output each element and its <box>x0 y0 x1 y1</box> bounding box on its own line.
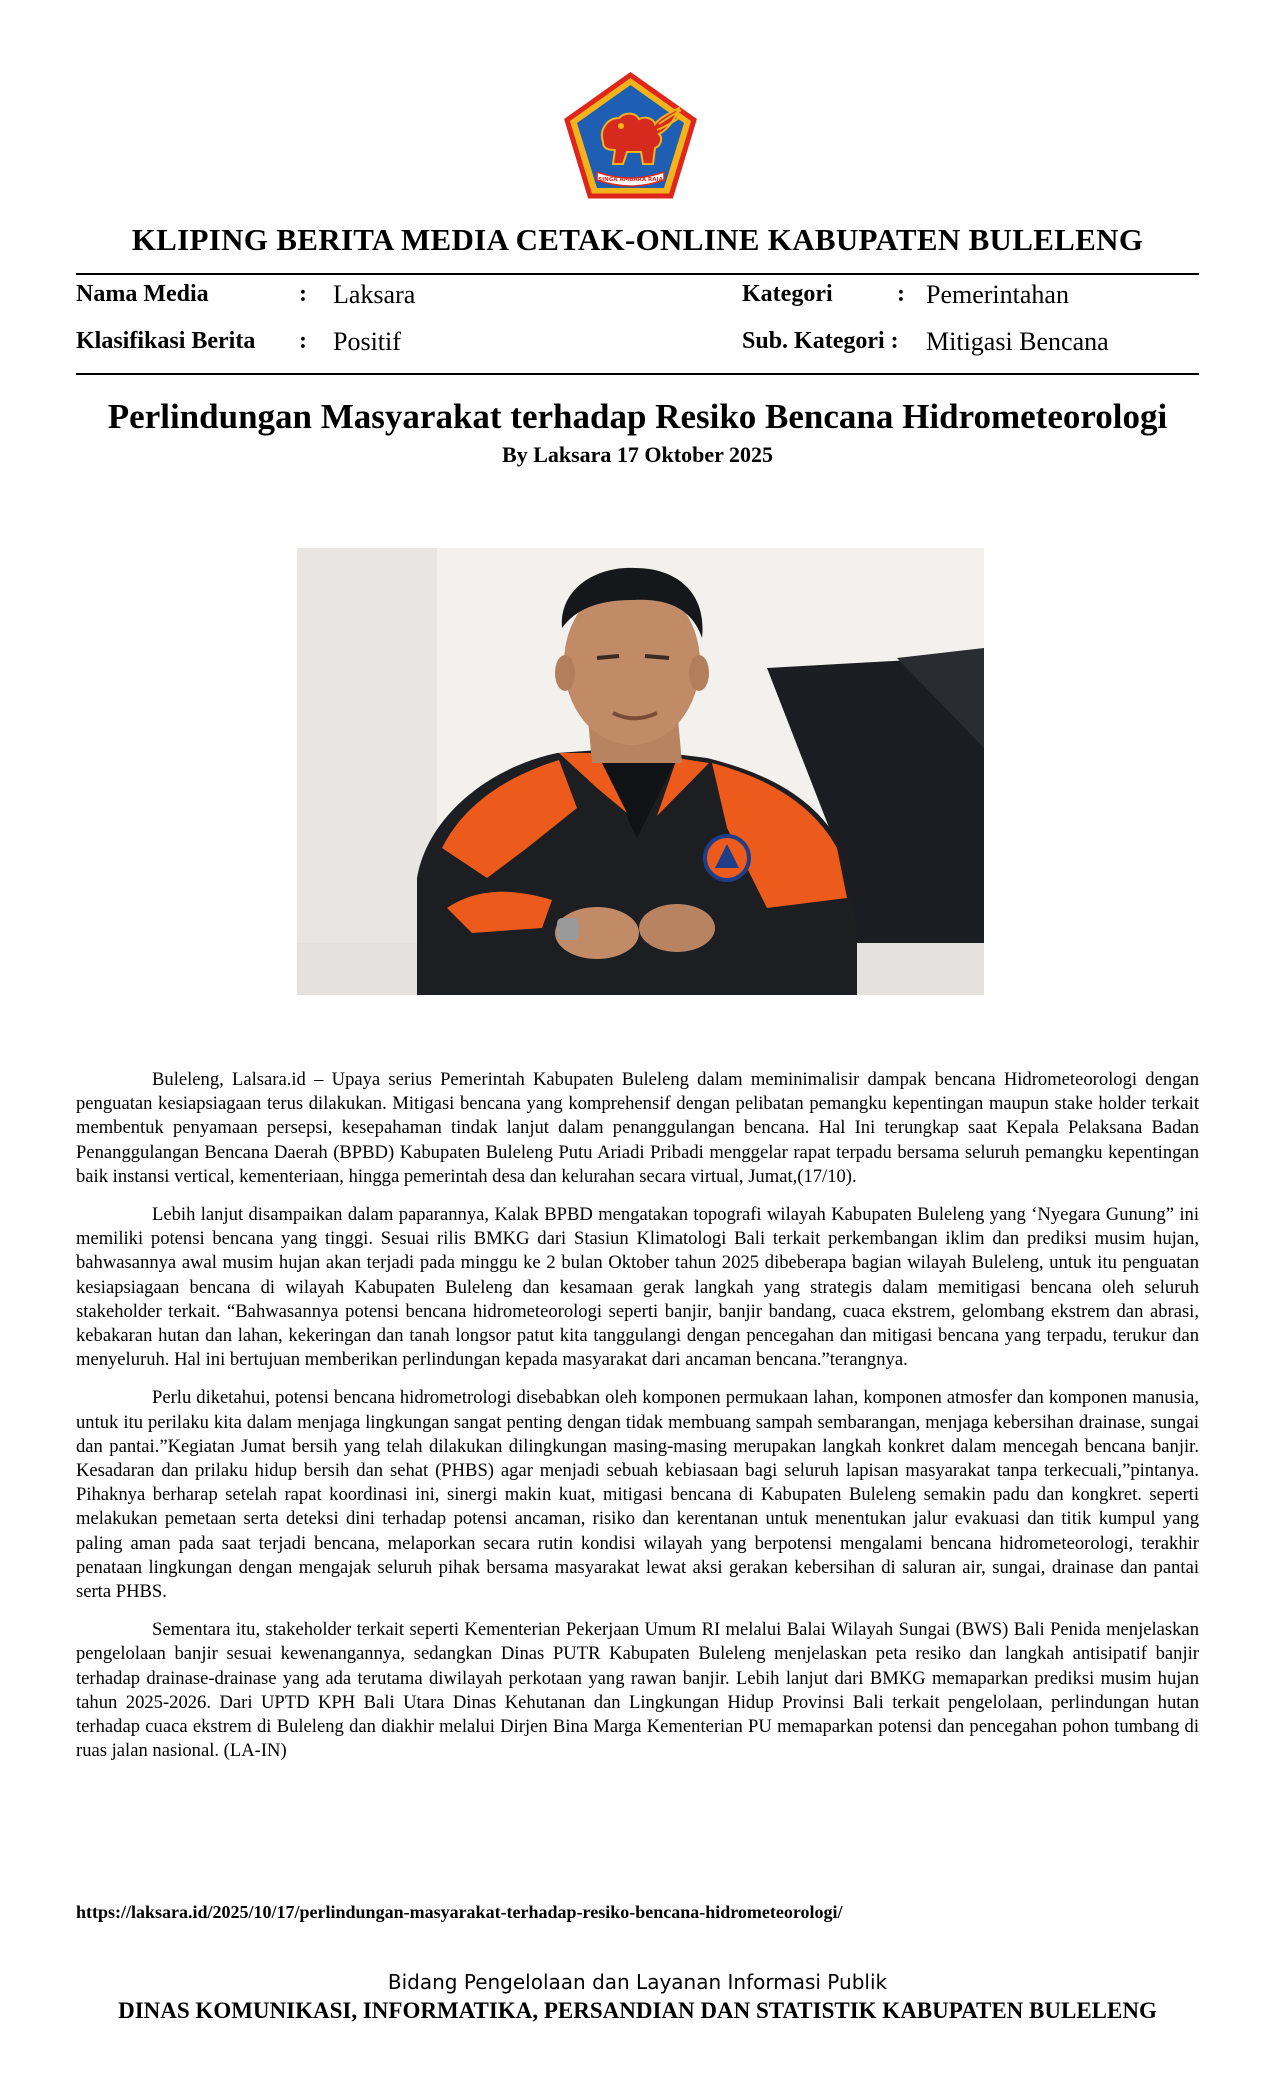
meta-row-klasifikasi <box>76 328 636 368</box>
official-portrait-photo-icon <box>297 548 984 995</box>
article-paragraph: Sementara itu, stakeholder terkait seperti Kementerian Pekerjaan Umum RI melalui Balai Wilayah Sungai (BWS) Bali Penida menjelaskan pengelolaan banjir sesuai kewenangannya, sedangkan Dinas PUTR Kabupaten Buleleng menjelaskan peta resiko dan langkah antisipatif banjir terhadap drainase-drainase yang ada terutama diwilayah perkotaan yang rawan banjir. Lebih lanjut dari BMKG memaparkan prediksi musim hujan tahun 2025-2026. Dari UPTD KPH Bali Utara Dinas Kehutanan dan Lingkungan Hidup Provinsi Bali terkait pengelolaan, perlindungan hutan terhadap cuaca ekstrem di Buleleng dan diakhir melalui Dirjen Bina Marga Kementerian PU memaparkan potensi dan pencegahan pohon tumbang di ruas jalan nasional. (LA-IN) <box>76 1619 1199 1762</box>
colon: : <box>299 328 307 354</box>
klasifikasi-label: Klasifikasi Berita <box>76 328 256 354</box>
meta-row-subkategori <box>742 328 1199 368</box>
divider-top <box>76 273 1199 275</box>
article-byline: By Laksara 17 Oktober 2025 <box>502 442 773 467</box>
kabupaten-crest-logo <box>563 72 698 200</box>
subkategori-label: Sub. Kategori : <box>742 328 899 354</box>
article-paragraph: Lebih lanjut disampaikan dalam paparannya, Kalak BPBD mengatakan topografi wilayah Kabupaten Buleleng yang ‘Nyegara Gunung” ini memiliki potensi bencana yang tinggi. Sesuai rilis BMKG dari Stasiun Klimatologi Bali terkait perkembangan iklim dan prediksi musim hujan, bahwasannya awal musim hujan akan terjadi pada minggu ke 2 bulan Oktober tahun 2025 dibeberapa bagian wilayah Buleleng, untuk itu penguatan kesiapsiagaan bencana di wilayah Kabupaten Buleleng dan kesamaan gerak langkah yang strategis dalam memitigasi bencana oleh seluruh stakeholder terkait. “Bahwasannya potensi bencana hidrometeorologi seperti banjir, banjir bandang, cuaca ekstrem, gelombang ekstrem dan abrasi, kebakaran hutan dan lahan, kekeringan dan tanah longsor patut kita tanggulangi dengan pencegahan dan mitigasi bencana yang terpadu, terukur dan menyeluruh. Hal ini bertujuan memberikan perlindungan kepada masyarakat dari ancaman bencana.”terangnya. <box>76 1204 1199 1371</box>
article-paragraph: Perlu diketahui, potensi bencana hidrometrologi disebabkan oleh komponen permukaan lahan, komponen atmosfer dan komponen manusia, untuk itu perilaku kita dalam menjaga lingkungan sangat penting dengan tidak membuang sampah sembarangan, menjaga kebersihan drainase, sungai dan pantai.”Kegiatan Jumat bersih yang telah dilakukan dilingkungan masing-masing merupakan langkah konkret dalam mencegah bencana banjir. Kesadaran dan prilaku hidup bersih dan sehat (PHBS) agar menjadi sebuah kebiasaan bagi seluruh lapisan masyarakat tanpa terkecuali,”pintanya. Pihaknya berharap setelah rapat koordinasi ini, sinergi makin kuat, mitigasi bencana di Kabupaten Buleleng semakin padu dan kongkret. seperti melakukan pemetaan serta deteksi dini terhadap potensi ancaman, risiko dan kerentanan untuk menentukan jalur evakuasi dan titik kumpul yang paling aman pada saat terjadi bencana, melaporkan secara rutin kondisi wilayah yang berpotensi mengalami bencana hidrometeorologi, terakhir penataan lingkungan dengan mengajak seluruh pihak bersama masyarakat lewat aksi gerakan kebersihan di saluran air, sungai, drainase dan pantai serta PHBS. <box>76 1387 1199 1603</box>
footer-agency: DINAS KOMUNIKASI, INFORMATIKA, PERSANDIAN DAN STATISTIK KABUPATEN BULELENG <box>118 1998 1157 2023</box>
klasifikasi-value: Positif <box>333 327 401 356</box>
article-paragraph: Buleleng, Lalsara.id – Upaya serius Pemerintah Kabupaten Buleleng dalam meminimalisir dampak bencana Hidrometeorologi dengan penguatan kesiapsiagaan terus dilakukan. Mitigasi bencana yang komprehensif dengan pelibatan pemangku kepentingan maupun stake holder terkait membentuk penyamaan persepsi, kesepahaman tindak lanjut dalam penanggulangan bencana. Hal Ini terungkap saat Kepala Pelaksana Badan Penanggulangan Bencana Daerah (BPBD) Kabupaten Buleleng Putu Ariadi Pribadi menggelar rapat terpadu bersama seluruh pemangku kepentingan baik instansi vertical, kementeriaan, hingga pemerintah desa dan kelurahan secara virtual, Jumat,(17/10). <box>76 1069 1199 1187</box>
meta-row-media <box>76 281 636 321</box>
media-value: Laksara <box>333 280 416 309</box>
kategori-value: Pemerintahan <box>926 280 1069 309</box>
svg-text:SINGA AMBARA RAJA: SINGA AMBARA RAJA <box>598 177 663 183</box>
kategori-label: Kategori <box>742 281 833 307</box>
article-photo <box>297 548 984 995</box>
crest-icon <box>563 72 698 200</box>
media-label: Nama Media <box>76 281 209 307</box>
colon: : <box>299 281 307 307</box>
clipping-title: KLIPING BERITA MEDIA CETAK-ONLINE KABUPATEN BULELENG <box>131 222 1144 257</box>
article-headline: Perlindungan Masyarakat terhadap Resiko Bencana Hidrometeorologi <box>107 397 1168 436</box>
meta-row-kategori <box>742 281 1199 321</box>
article-body <box>76 1068 1199 1777</box>
source-url-link[interactable]: https://laksara.id/2025/10/17/perlindungan-masyarakat-terhadap-resiko-bencana-hidrometeorologi/ <box>76 1902 843 1922</box>
divider-bottom <box>76 373 1199 375</box>
footer-division: Bidang Pengelolaan dan Layanan Informasi Publik <box>387 1970 888 1994</box>
colon: : <box>897 281 905 307</box>
subkategori-value: Mitigasi Bencana <box>926 327 1109 356</box>
